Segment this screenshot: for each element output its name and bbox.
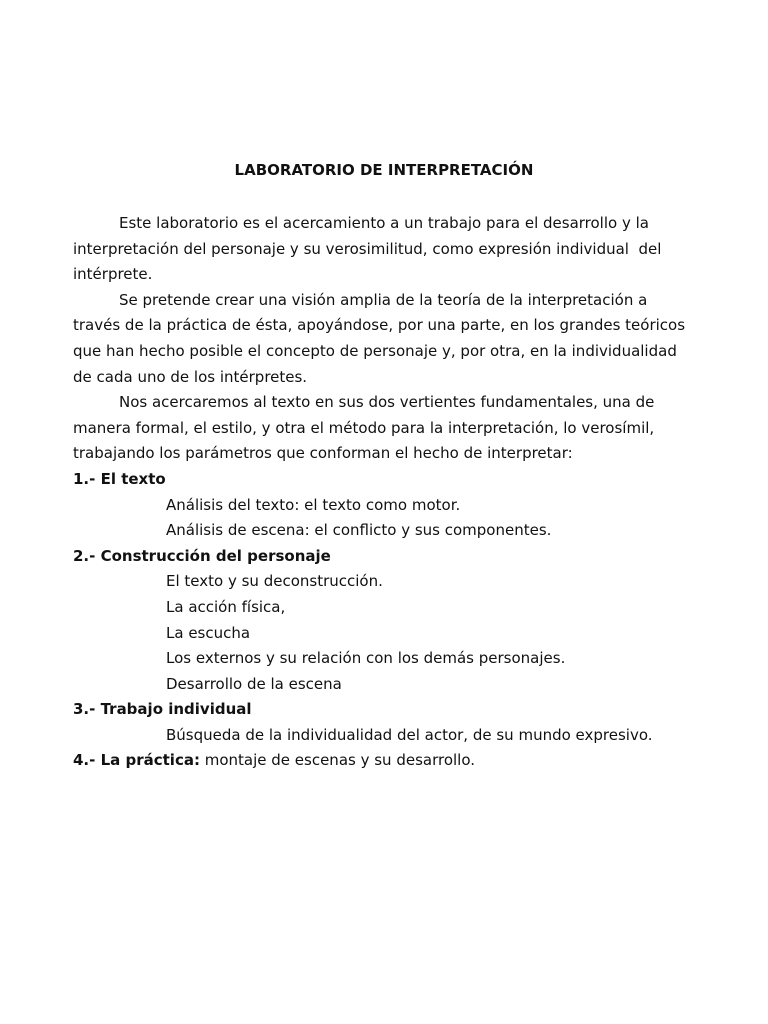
section-item: Búsqueda de la individualidad del actor, de su mundo expresivo.: [166, 725, 653, 744]
section-item: El texto y su deconstrucción.: [166, 572, 383, 591]
document-body: [73, 211, 695, 774]
section-item: Desarrollo de la escena: [166, 674, 342, 693]
approach-paragraph: Nos acercaremos al texto en sus dos vertientes fundamentales, una de manera formal, el estilo, y otra el método para la interpretación, lo verosímil, trabajando los parámetros que conforman el hecho de interpretar:: [73, 393, 660, 463]
section-item: Análisis de escena: el conflicto y sus componentes.: [166, 521, 552, 540]
section-heading: 4.- La práctica:: [73, 751, 200, 770]
section-item: La acción física,: [166, 597, 286, 616]
document-title: LABORATORIO DE INTERPRETACIÓN: [234, 161, 534, 179]
final-section-line: [73, 748, 695, 774]
section-heading: 3.- Trabajo individual: [73, 700, 252, 719]
section-item: La escucha: [166, 623, 251, 642]
section-item: Análisis del texto: el texto como motor.: [166, 495, 461, 514]
section-heading: 1.- El texto: [73, 469, 166, 488]
section-item: Los externos y su relación con los demás personajes.: [166, 649, 566, 668]
section-heading: 2.- Construcción del personaje: [73, 546, 331, 565]
intro-paragraph: Este laboratorio es el acercamiento a un trabajo para el desarrollo y la interpretación del personaje y su verosimilitud, como expresión individual del intérprete.: [73, 214, 667, 284]
aims-paragraph: Se pretende crear una visión amplia de la teoría de la interpretación a través de la práctica de ésta, apoyándose, por una parte, en los grandes teóricos que han hecho posible el concepto de personaje y, por otra, en la individualidad de cada uno de los intérpretes.: [73, 290, 690, 386]
section-inline-text: montaje de escenas y su desarrollo.: [199, 751, 476, 770]
